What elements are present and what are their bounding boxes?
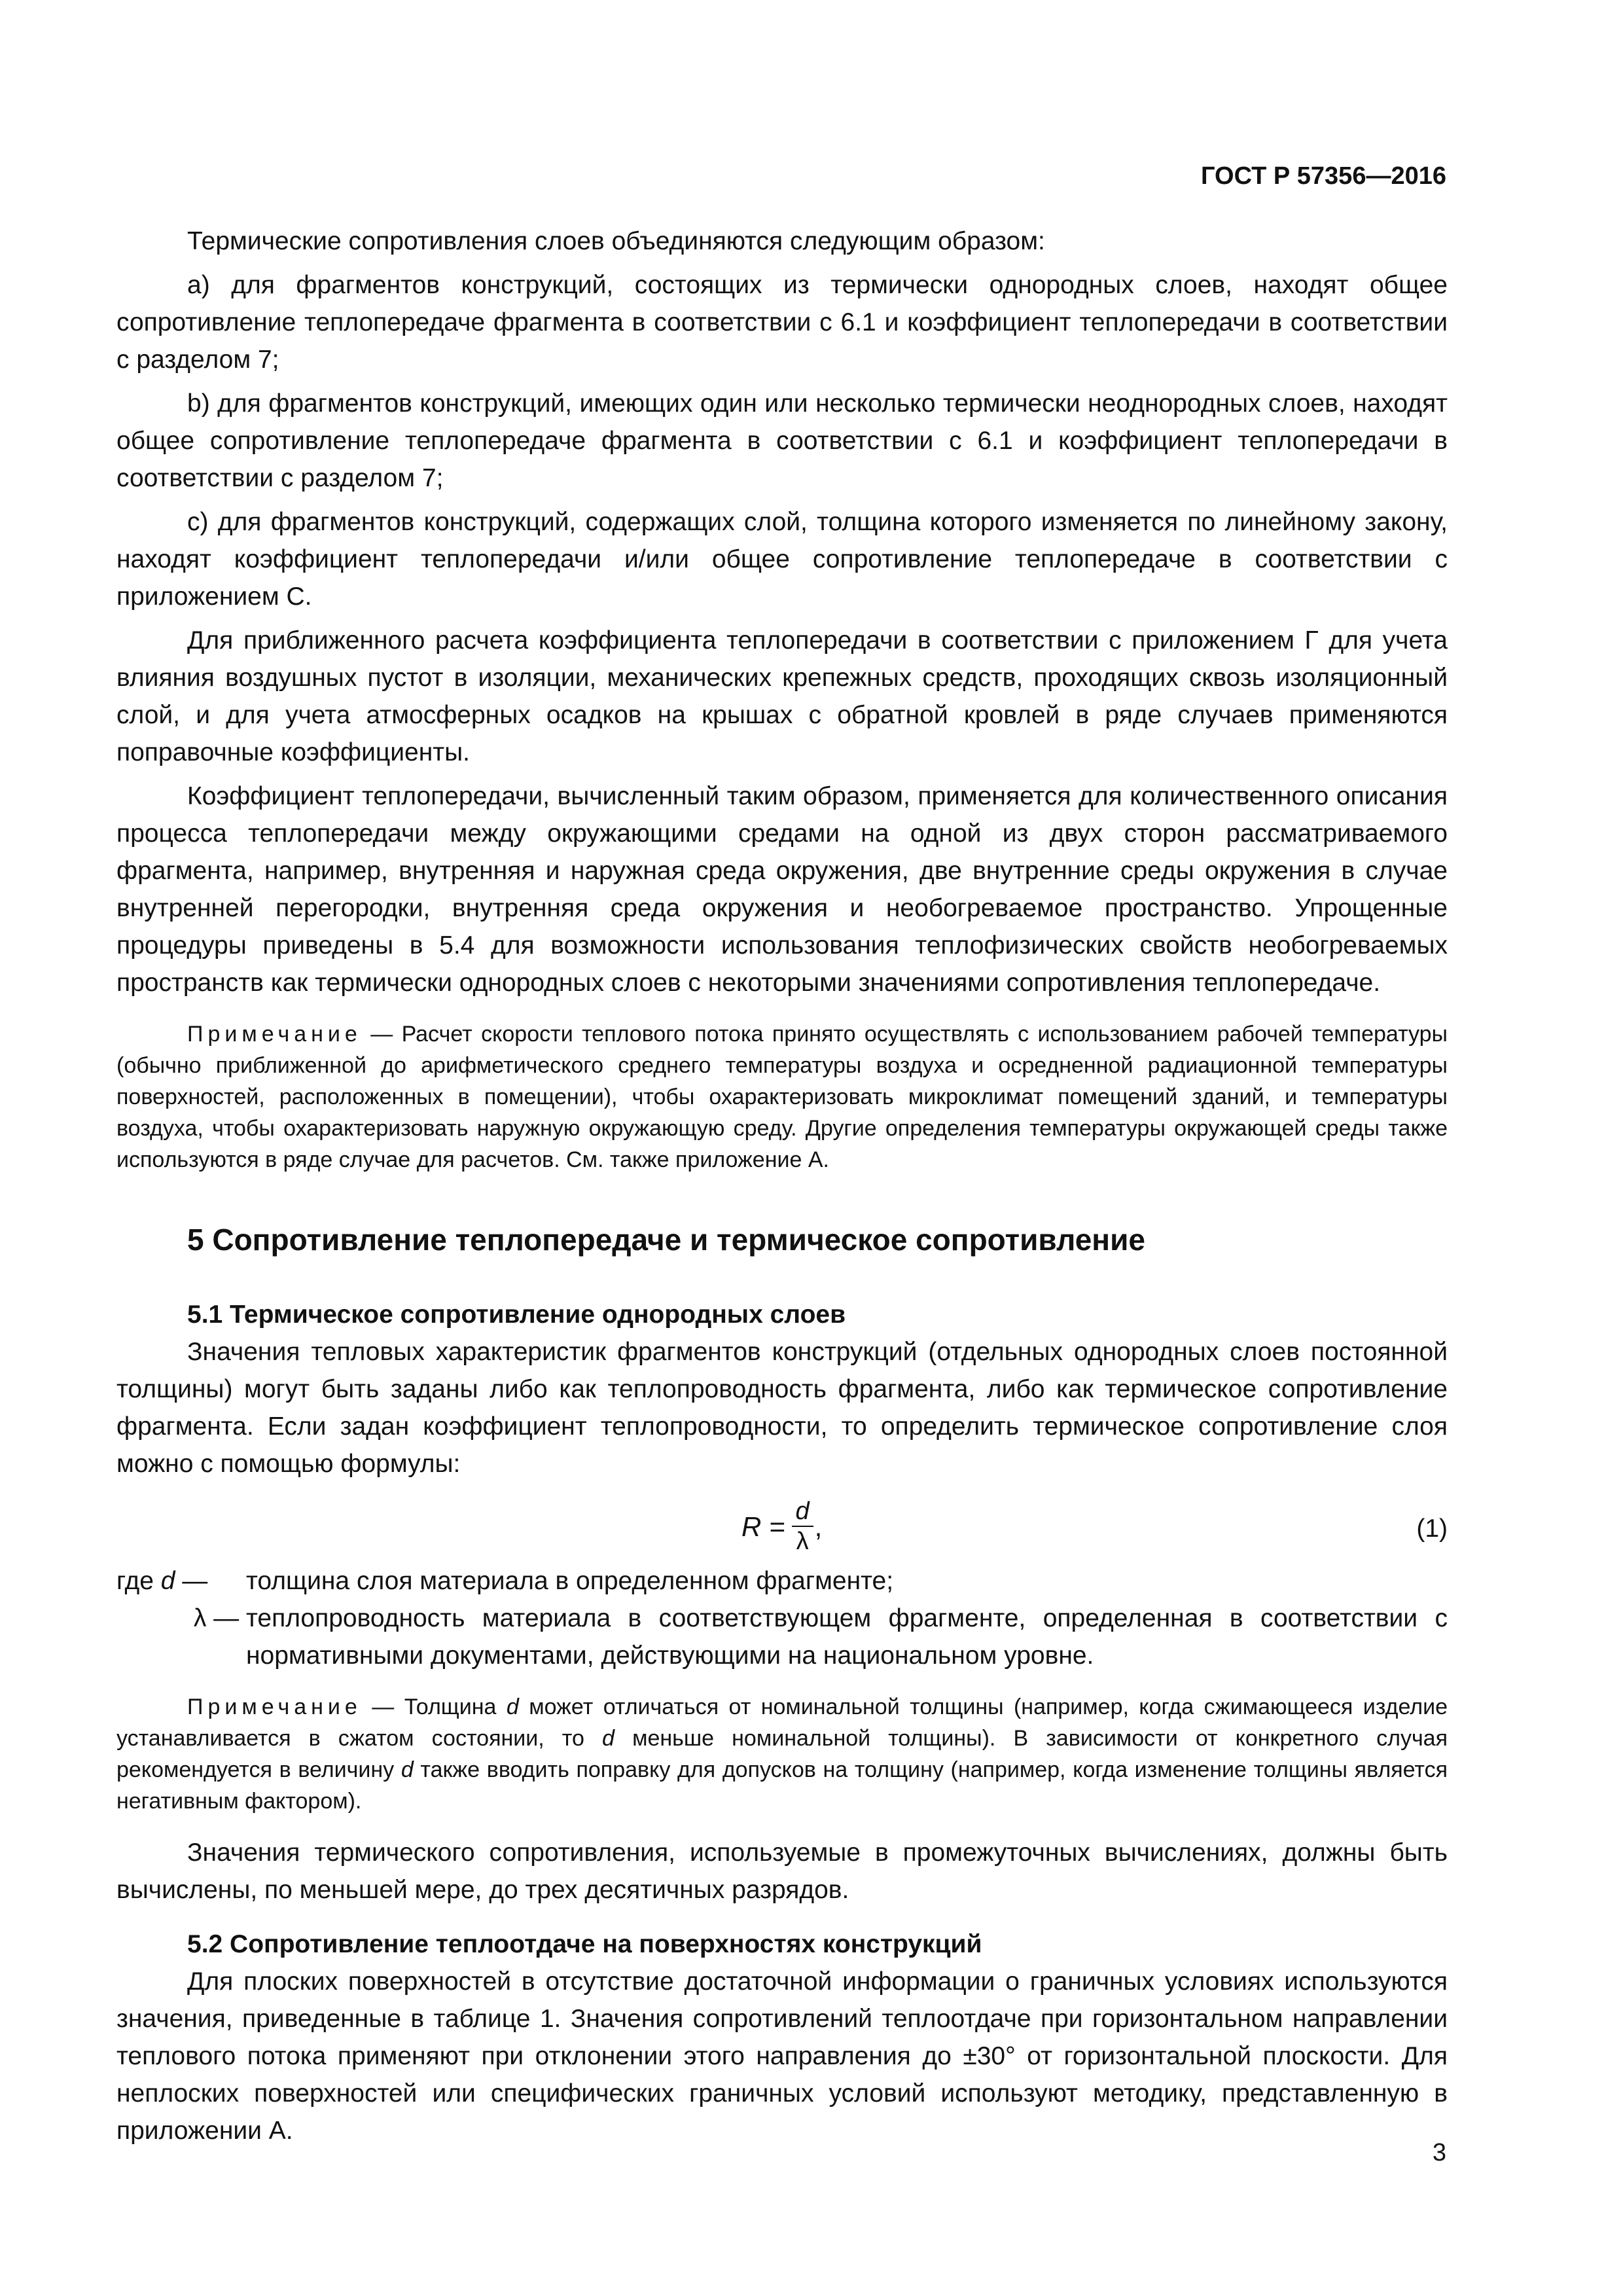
- note-text-part: может отличаться от номинальной толщины (например, когда сжимающееся изделие устанавливается в сжатом состоянии, то: [116, 1695, 1448, 1751]
- paragraph-decimal-places: Значения термического сопротивления, используемые в промежуточных вычислениях, должны быть вычислены, по меньшей мере, до трех десятичных разрядов.: [116, 1839, 1448, 1904]
- note-thickness: [116, 1691, 1448, 1817]
- page-body: [116, 223, 1448, 2149]
- definition-d-text: толщина слоя материала в определенном фрагменте;: [246, 1567, 894, 1595]
- page-number: 3: [1432, 2139, 1446, 2166]
- paragraph-correction-factors: Для приближенного расчета коэффициента теплопередачи в соответствии с приложением Г для учета влияния воздушных пустот в изоляции, механических крепежных средств, проходящих сквозь изоляционный слой, и для учета атмосферных осадков на крышах с обратной кровлей в ряде случаев применяются поправочные коэффициенты.: [116, 626, 1448, 766]
- note-text-part: также вводить поправку для допусков на толщину (например, когда изменение толщины является негативным фактором).: [116, 1757, 1448, 1814]
- symbol-d: d: [401, 1757, 414, 1782]
- formula-number: (1): [1416, 1515, 1448, 1543]
- paragraph-intro: Термические сопротивления слоев объединяются следующим образом:: [187, 227, 1045, 255]
- list-item-b: b) для фрагментов конструкций, имеющих один или несколько термически неоднородных слоев, находят общее сопротивление теплопередаче фрагмента в соответствии с 6.1 и коэффициент теплопередачи в соответствии с разделом 7;: [116, 389, 1448, 492]
- list-item-c: c) для фрагментов конструкций, содержащих слой, толщина которого изменяется по линейному закону, находят коэффициент теплопередачи и/или общее сопротивление теплопередаче в соответствии с приложением С.: [116, 508, 1448, 611]
- paragraph-5-2: Для плоских поверхностей в отсутствие достаточной информации о граничных условиях используются значения, приведенные в таблице 1. Значения сопротивлений теплоотдаче при горизонтальном направлении теплового потока применяют при отклонении этого направления до ±30° от горизонтальной плоскости. Для неплоских поверхностей или специфических граничных условий используют методику, представленную в приложении А.: [116, 1967, 1448, 2145]
- formula-comma: ,: [814, 1511, 823, 1542]
- formula-denominator: λ: [796, 1528, 809, 1555]
- note-text: — Расчет скорости теплового потока принято осуществлять с использованием рабочей температуры (обычно приближенной до арифметического среднего температуры воздуха и осредненной радиационной температуры поверхностей, расположенных в помещении), чтобы охарактеризовать микроклимат помещений зданий, и температуры воздуха, чтобы охарактеризовать наружную окружающую среду. Другие определения температуры окружающей среды также используются в ряде случае для расчетов. См. также приложение А.: [116, 1022, 1448, 1172]
- formula-1: [116, 1490, 1448, 1562]
- where-label: где: [116, 1567, 154, 1595]
- document-code: ГОСТ Р 57356—2016: [1201, 162, 1446, 190]
- formula-expression: [741, 1497, 822, 1556]
- definition-d-symbol: где d —: [116, 1567, 215, 1595]
- formula-lhs: R =: [741, 1511, 785, 1542]
- symbol-d: d: [506, 1695, 519, 1719]
- symbol-d: d: [160, 1567, 175, 1595]
- list-item-a: а) для фрагментов конструкций, состоящих из термически однородных слоев, находят общее сопротивление теплопередаче фрагмента в соответствии с 6.1 и коэффициент теплопередачи в соответствии с разделом 7;: [116, 271, 1448, 374]
- definition-lambda-text: теплопроводность материала в соответствующем фрагменте, определенная в соответствии с нормативными документами, действующими на национальном уровне.: [246, 1604, 1448, 1670]
- symbol-d: d: [602, 1726, 615, 1751]
- formula-numerator: d: [792, 1497, 813, 1527]
- section-5-1-heading: 5.1 Термическое сопротивление однородных слоев: [187, 1300, 846, 1329]
- symbol-lambda: λ: [193, 1604, 207, 1632]
- definition-lambda: [116, 1600, 1448, 1674]
- section-5-heading: 5 Сопротивление теплопередаче и термическое сопротивление: [187, 1223, 1145, 1257]
- definition-lambda-symbol: λ —: [193, 1604, 246, 1632]
- note-text-part: меньше номинальной толщины). В зависимости от конкретного случая рекомендуется в величину: [116, 1726, 1448, 1782]
- formula-fraction: [792, 1497, 813, 1556]
- note-label: Примечание: [187, 1022, 362, 1047]
- paragraph-5-1: Значения тепловых характеристик фрагментов конструкций (отдельных однородных слоев постоянной толщины) могут быть заданы либо как теплопроводность фрагмента, либо как термическое сопротивление фрагмента. Если задан коэффициент теплопроводности, то определить термическое сопротивление слоя можно с помощью формулы:: [116, 1338, 1448, 1478]
- note-text-part: — Толщина: [361, 1695, 507, 1719]
- note-operative-temperature: [116, 1018, 1448, 1175]
- section-5-2-heading: 5.2 Сопротивление теплоотдаче на поверхностях конструкций: [187, 1930, 982, 1958]
- definition-d: [116, 1562, 1448, 1600]
- note-label: Примечание: [187, 1695, 362, 1719]
- paragraph-heat-transfer-coefficient: Коэффициент теплопередачи, вычисленный таким образом, применяется для количественного описания процесса теплопередачи между окружающими средами на одной из двух сторон рассматриваемого фрагмента, например, внутренняя и наружная среда окружения, две внутренние среды окружения в случае внутренней перегородки, внутренняя среда окружения и необогреваемое пространство. Упрощенные процедуры приведены в 5.4 для возможности использования теплофизических свойств необогреваемых пространств как термически однородных слоев с некоторыми значениями сопротивления теплопередаче.: [116, 782, 1448, 997]
